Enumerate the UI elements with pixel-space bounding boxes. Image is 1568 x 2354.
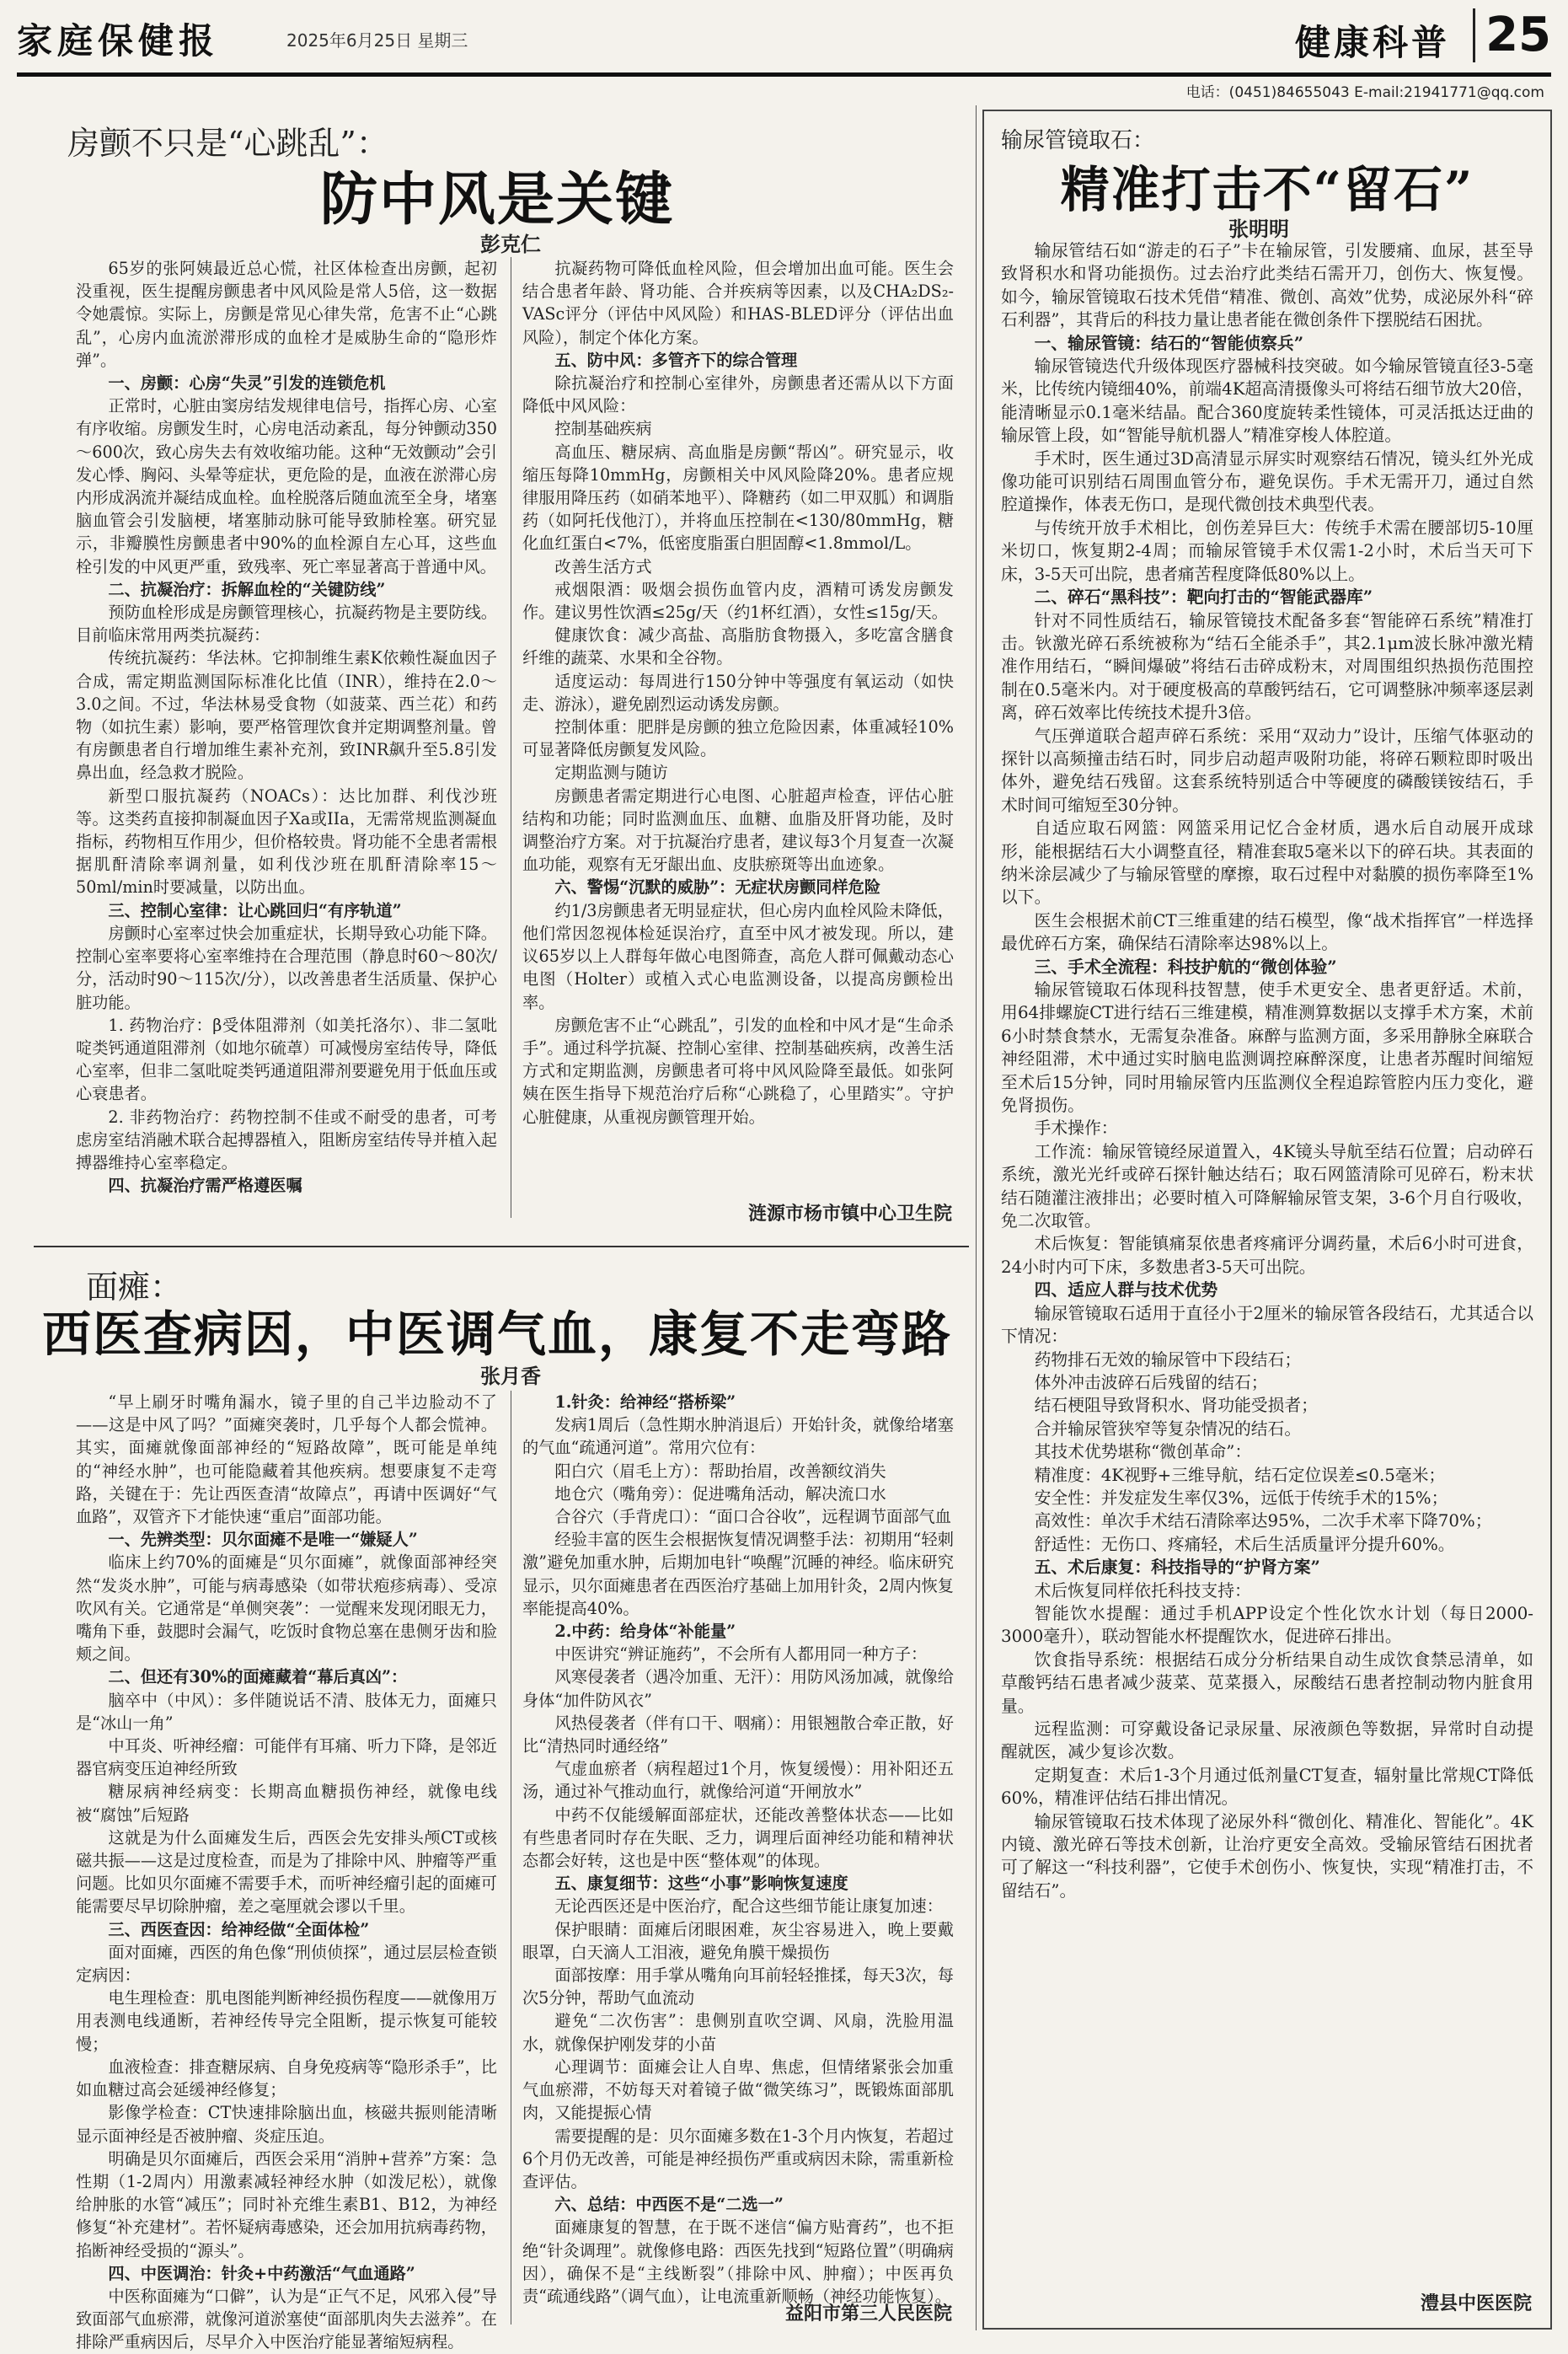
article2-org: 益阳市第三人民医院 <box>784 2303 952 2325</box>
paragraph: 戒烟限酒：吸烟会损伤血管内皮，酒精可诱发房颤发作。建议男性饮酒≤25g/天（约1杯红酒），女性≤15g/天。 <box>522 579 954 623</box>
paragraph: 风热侵袭者（伴有口干、咽痛）：用银翘散合牵正散，好比“清热同时通经络” <box>522 1713 954 1756</box>
article1-author: 彭克仁 <box>480 232 541 256</box>
paragraph: 血液检查：排查糖尿病、自身免疫病等“隐形杀手”，比如血糖过高会延缓神经修复； <box>76 2056 497 2100</box>
paragraph: 医生会根据术前CT三维重建的结石模型，像“战术指挥官”一样选择最优碎石方案，确保结石清除率达98%以上。 <box>1001 910 1533 954</box>
subheading: 一、先辨类型：贝尔面瘫不是唯一“嫌疑人” <box>108 1530 418 1550</box>
paragraph: 饮食指导系统：根据结石成分分析结果自动生成饮食禁忌清单，如草酸钙结石患者减少菠菜、苋菜摄入，尿酸结石患者控制动物内脏食用量。 <box>1001 1649 1533 1716</box>
paragraph: 新型口服抗凝药（NOACs）：达比加群、利伐沙班等。这类药直接抑制凝血因子Xa或IIa，无需常规监测凝血指标，药物相互作用少，但价格较贵。肾功能不全患者需根据肌酐清除率调剂量，如利伐沙班在肌酐清除率15～50ml/min时要减量，以防出血。 <box>76 786 497 898</box>
paragraph: 1. 药物治疗：β受体阻滞剂（如美托洛尔）、非二氢吡啶类钙通道阻滞剂（如地尔硫䓬）可减慢房室结传导，降低心室率，但非二氢吡啶类钙通道阻滞剂要避免用于低血压或心衰患者。 <box>76 1015 497 1104</box>
issue-date: 2025年6月25日 星期三 <box>286 30 468 51</box>
paragraph: 工作流：输尿管镜经尿道置入，4K镜头导航至结石位置；启动碎石系统，激光光纤或碎石探针触达结石；取石网篮清除可见碎石，粉末状结石随灌注液排出；必要时植入可降解输尿管支架，3-6个月自行吸收，免二次取管。 <box>1001 1141 1533 1231</box>
section-divider <box>34 1246 969 1247</box>
page-number: 25 <box>1473 8 1551 62</box>
paragraph: 约1/3房颤患者无明显症状，但心房内血栓风险未降低，他们常因忽视体检延误治疗，直至中风才被发现。所以，建议65岁以上人群每年做心电图筛查，高危人群可佩戴动态心电图（Holter）或植入式心电监测设备，以提高房颤检出率。 <box>522 900 954 1012</box>
paragraph: 中医讲究“辨证施药”，不会所有人都用同一种方子： <box>554 1644 928 1665</box>
paragraph: 地仓穴（嘴角旁）：促进嘴角活动，解决流口水 <box>554 1483 886 1504</box>
paragraph: 与传统开放手术相比，创伤差异巨大：传统手术需在腰部切5-10厘米切口，恢复期2-4周；而输尿管镜手术仅需1-2小时，术后当天可下床，3-5天可出院，患者痛苦程度降低80%以上。 <box>1001 517 1533 584</box>
subheading: 四、中医调治：针灸+中药激活“气血通路” <box>108 2263 415 2283</box>
subheading: 2.中药：给身体“补能量” <box>554 1622 736 1642</box>
subheading: 四、适应人群与技术优势 <box>1034 1279 1218 1300</box>
section-title: 健康科普 <box>1294 22 1450 63</box>
paragraph: 风寒侵袭者（遇冷加重、无汗）：用防风汤加减，就像给身体“加件防风衣” <box>522 1667 954 1710</box>
newspaper-name: 家庭保健报 <box>17 20 220 62</box>
paragraph: 明确是贝尔面瘫后，西医会采用“消肿+营养”方案：急性期（1-2周内）用激素减轻神经水肿（如泼尼松），就像给肿胀的水管“减压”；同时补充维生素B1、B12，为神经修复“补充建材”。若怀疑病毒感染，还会加用抗病毒药物，掐断神经受损的“源头”。 <box>76 2148 497 2260</box>
subheading: 六、总结：中西医不是“二选一” <box>554 2195 784 2215</box>
article1-kicker: 房颤不只是“心跳乱”： <box>67 125 388 162</box>
paragraph: 输尿管镜迭代升级体现医疗器械科技突破。如今输尿管镜直径3-5毫米，比传统内镜细40%，前端4K超高清摄像头可将结石细节放大20倍，能清晰显示0.1毫米结晶。配合360度旋转柔性镜体，可灵活抵达迂曲的输尿管上段，如“智能导航机器人”精准穿梭人体腔道。 <box>1001 357 1533 446</box>
subheading: 三、手术全流程：科技护航的“微创体验” <box>1034 956 1337 977</box>
subheading: 三、控制心室律：让心跳回归“有序轨道” <box>108 900 402 920</box>
subheading: 三、西医查因：给神经做“全面体检” <box>108 1919 370 1939</box>
paragraph: 手术操作： <box>1034 1118 1118 1139</box>
paragraph: “早上刷牙时嘴角漏水，镜子里的自己半边脸动不了——这是中风了吗？”面瘫突袭时，几乎每个人都会慌神。其实，面瘫就像面部神经的“短路故障”，既可能是单纯的“神经水肿”，也可能隐藏着其他疾病。想要康复不走弯路，关键在于：先让西医查清“故障点”，再请中医调好“气血路”，双管齐下才能快速“重启”面部功能。 <box>76 1392 497 1527</box>
article2-author: 张月香 <box>480 1364 541 1388</box>
paragraph: 房颤患者需定期进行心电图、心脏超声检查，评估心脏结构和功能；同时监测血压、血糖、血脂及肝肾功能，及时调整治疗方案。对于抗凝治疗患者，建议每3个月复查一次凝血功能，观察有无牙龈出血、皮肤瘀斑等出血迹象。 <box>522 786 954 875</box>
paragraph: 智能饮水提醒：通过手机APP设定个性化饮水计划（每日2000-3000毫升），联动智能水杯提醒饮水，促进碎石排出。 <box>1001 1603 1533 1647</box>
paragraph: 术后恢复：智能镇痛泵依患者疼痛评分调药量，术后6小时可进食，24小时内可下床，多数患者3-5天可出院。 <box>1001 1234 1533 1277</box>
paragraph: 高效性：单次手术结石清除率达95%，二次手术率下降70%； <box>1034 1511 1492 1531</box>
paragraph: 远程监测：可穿戴设备记录尿量、尿液颜色等数据，异常时自动提醒就医，减少复诊次数。 <box>1001 1719 1533 1762</box>
subheading: 二、抗凝治疗：拆解血栓的“关键防线” <box>108 579 386 599</box>
paragraph: 面部按摩：用手掌从嘴角向耳前轻轻推揉，每天3次，每次5分钟，帮助气血流动 <box>522 1965 954 2008</box>
paragraph: 气虚血瘀者（病程超过1个月，恢复缓慢）：用补阳还五汤，通过补气推动血行，就像给河道“开闸放水” <box>522 1759 954 1802</box>
paragraph: 中耳炎、听神经瘤：可能伴有耳痛、听力下降，是邻近器官病变压迫神经所致 <box>76 1736 497 1779</box>
article1-column-2 <box>522 257 954 1193</box>
paragraph: 其技术优势堪称“微创革命”： <box>1034 1442 1252 1462</box>
paragraph: 2. 非药物治疗：药物控制不佳或不耐受的患者，可考虑房室结消融术联合起搏器植入，阻断房室结传导并植入起搏器维持心室率稳定。 <box>76 1107 497 1172</box>
paragraph: 健康饮食：减少高盐、高脂肪食物摄入，多吃富含膳食纤维的蔬菜、水果和全谷物。 <box>522 625 954 668</box>
paragraph: 控制体重：肥胖是房颤的独立危险因素，体重减轻10%可显著降低房颤复发风险。 <box>522 717 954 760</box>
page-column-divider <box>976 105 977 2330</box>
subheading: 一、输尿管镜：结石的“智能侦察兵” <box>1034 332 1304 353</box>
paragraph: 合并输尿管狭窄等复杂情况的结石。 <box>1034 1418 1302 1439</box>
article-facial-palsy <box>25 1254 969 2352</box>
paragraph: 糖尿病神经病变：长期高血糖损伤神经，就像电线被“腐蚀”后短路 <box>76 1782 497 1825</box>
paragraph: 高血压、糖尿病、高血脂是房颤“帮凶”。研究显示，收缩压每降10mmHg，房颤相关中风风险降20%。患者应规律服用降压药（如硝苯地平）、降糖药（如二甲双胍）和调脂药（如阿托伐他汀），并将血压控制在<130/80mmHg，糖化血红蛋白<7%，低密度脂蛋白胆固醇<1.8mmol/L。 <box>522 442 954 554</box>
article3-kicker: 输尿管镜取石： <box>1001 128 1155 153</box>
article3-org: 澧县中医医院 <box>1420 2292 1532 2314</box>
article3-headline: 精准打击不“留石” <box>1060 161 1474 218</box>
article2-column-2 <box>522 1391 954 2306</box>
paragraph: 定期监测与随访 <box>554 763 668 783</box>
paragraph: 临床上约70%的面瘫是“贝尔面瘫”，就像面部神经突然“发炎水肿”，可能与病毒感染（如带状疱疹病毒）、受凉吹风有关。它通常是“单侧突袭”：一觉醒来发现闭眼无力，嘴角下垂，鼓腮时会漏气，吃饭时食物总塞在患侧牙齿和脸颊之间。 <box>76 1552 497 1665</box>
paragraph: 保护眼睛：面瘫后闭眼困难，灰尘容易进入，晚上要戴眼罩，白天滴人工泪液，避免角膜干燥损伤 <box>522 1919 954 1962</box>
subheading: 六、警惕“沉默的威胁”：无症状房颤同样危险 <box>554 877 881 898</box>
subheading: 五、康复细节：这些“小事”影响恢复速度 <box>554 1874 848 1894</box>
paragraph: 体外冲击波碎石后残留的结石； <box>1034 1372 1268 1392</box>
paragraph: 术后恢复同样依托科技支持： <box>1034 1580 1251 1601</box>
paragraph: 手术时，医生通过3D高清显示屏实时观察结石情况，镜头红外光成像功能可识别结石周围血管分布，避免误伤。手术无需开刀，通过自然腔道操作，体表无伤口，是现代微创技术典型代表。 <box>1001 448 1533 515</box>
paragraph: 合谷穴（手背虎口）：“面口合谷收”，远程调节面部气血 <box>554 1507 951 1527</box>
paragraph: 气压弹道联合超声碎石系统：采用“双动力”设计，压缩气体驱动的探针以高频撞击结石时，同步启动超声吸附功能，将碎石颗粒即时吸出体外，避免结石残留。这套系统特别适合中等硬度的磷酸镁铵结石，手术时间可缩短至30分钟。 <box>1001 726 1533 815</box>
paragraph: 针对不同性质结石，输尿管镜技术配备多套“智能碎石系统”精准打击。钬激光碎石系统被称为“结石全能杀手”，其2.1μm波长脉冲激光精准作用结石，“瞬间爆破”将结石击碎成粉末，对周围组织热损伤范围控制在0.5毫米内。对于硬度极高的草酸钙结石，它可调整脉冲频率逐层剥离，碎石效率比传统技术提升3倍。 <box>1001 610 1533 723</box>
paragraph: 面对面瘫，西医的角色像“刑侦侦探”，通过层层检查锁定病因： <box>76 1942 497 1986</box>
subheading: 四、抗凝治疗需严格遵医嘱 <box>108 1176 302 1196</box>
paragraph: 房颤危害不止“心跳乱”，引发的血栓和中风才是“生命杀手”。通过科学抗凝、控制心室律、控制基础疾病，改善生活方式和定期监测，房颤患者可将中风风险降至最低。如张阿姨在医生指导下规范治疗后称“心跳稳了，心里踏实”。守护心脏健康，从重视房颤管理开始。 <box>522 1015 954 1127</box>
paragraph: 心理调节：面瘫会让人自卑、焦虑，但情绪紧张会加重气血瘀滞，不妨每天对着镜子做“微笑练习”，既锻炼面部肌肉，又能提振心情 <box>522 2056 954 2123</box>
subheading: 五、防中风：多管齐下的综合管理 <box>554 350 798 370</box>
article2-headline: 西医查病因，中医调气血，康复不走弯路 <box>41 1306 952 1363</box>
subheading: 二、但还有30%的面瘫藏着“幕后真凶”： <box>108 1667 408 1687</box>
paragraph: 无论西医还是中医治疗，配合这些细节能让康复加速： <box>554 1896 943 1917</box>
article1-org: 涟源市杨市镇中心卫生院 <box>747 1203 952 1225</box>
paragraph: 安全性：并发症发生率仅3%，远低于传统手术的15%； <box>1034 1488 1448 1508</box>
paragraph: 这就是为什么面瘫发生后，西医会先安排头颅CT或核磁共振——这是过度检查，而是为了排除中风、肿瘤等严重问题。比如贝尔面瘫不需要手术，而听神经瘤引起的面瘫可能需要尽早切除肿瘤，差之毫厘就会谬以千里。 <box>76 1827 497 1917</box>
subheading: 1.针灸：给神经“搭桥梁” <box>554 1392 736 1412</box>
paragraph: 影像学检查：CT快速排除脑出血，核磁共振则能清晰显示面神经是否被肿瘤、炎症压迫。 <box>76 2103 497 2146</box>
subheading: 二、碎石“黑科技”：靶向打击的“智能武器库” <box>1034 587 1373 608</box>
paragraph: 除抗凝治疗和控制心室律外，房颤患者还需从以下方面降低中风风险： <box>522 373 954 416</box>
paragraph: 结石梗阻导致肾积水、肾功能受损者； <box>1034 1396 1318 1416</box>
paragraph: 改善生活方式 <box>554 556 652 576</box>
contact-info: 电话：(0451)84655043 E-mail:21941771@qq.com <box>1185 84 1544 101</box>
paragraph: 输尿管结石如“游走的石子”卡在输尿管，引发腰痛、血尿，甚至导致肾积水和肾功能损伤。过去治疗此类结石需开刀，创伤大、恢复慢。如今，输尿管镜取石技术凭借“精准、微创、高效”优势，成泌尿外科“碎石利器”，其背后的科技力量让患者能在微创条件下摆脱结石困扰。 <box>1001 241 1533 330</box>
paragraph: 输尿管镜取石体现科技智慧，使手术更安全、患者更舒适。术前，用64排螺旋CT进行结石三维建模，精准测算数据以支撑手术方案，术前6小时禁食禁水，无需复杂准备。麻醉与监测方面，多采用静脉全麻联合神经阻滞，术中通过实时脑电监测调控麻醉深度，让患者苏醒时间缩短至术后15分钟，同时用输尿管内压监测仪全程追踪管腔内压力变化，避免肾损伤。 <box>1001 980 1533 1116</box>
article3-column <box>1001 239 1533 2279</box>
article1-column-1 <box>76 257 497 1218</box>
paragraph: 电生理检查：肌电图能判断神经损伤程度——就像用万用表测电线通断，若神经传导完全阻断，提示恢复可能较慢； <box>76 1988 497 2054</box>
paragraph: 传统抗凝药：华法林。它抑制维生素K依赖性凝血因子合成，需定期监测国际标准化比值（INR），维持在2.0～3.0之间。不过，华法林易受食物（如菠菜、西兰花）和药物（如抗生素）影响，要严格管理饮食并定期调整剂量。曾有房颤患者自行增加维生素补充剂，致INR飙升至5.8引发鼻出血，经急救才脱险。 <box>76 648 497 783</box>
paragraph: 避免“二次伤害”：患侧别直吹空调、风扇，洗脸用温水，就像保护刚发芽的小苗 <box>522 2011 954 2054</box>
article-afib <box>25 105 969 1239</box>
paragraph: 经验丰富的医生会根据恢复情况调整手法：初期用“轻刺激”避免加重水肿，后期加电针“唤醒”沉睡的神经。临床研究显示，贝尔面瘫患者在西医治疗基础上加用针灸，2周内恢复率能提高40%。 <box>522 1530 954 1618</box>
paragraph: 中药不仅能缓解面部症状，还能改善整体状态——比如有些患者同时存在失眠、乏力，调理后面神经功能和精神状态都会好转，这也是中医“整体观”的体现。 <box>522 1804 954 1871</box>
paragraph: 需要提醒的是：贝尔面瘫多数在1-3个月内恢复，若超过6个月仍无改善，可能是神经损伤严重或病因未除，需重新检查评估。 <box>522 2126 954 2191</box>
article1-headline: 防中风是关键 <box>319 166 674 233</box>
article2-column-1 <box>76 1391 497 2352</box>
subheading: 一、房颤：心房“失灵”引发的连锁危机 <box>108 373 386 394</box>
article-ureteroscopy <box>982 110 1552 2330</box>
paragraph: 正常时，心脏由窦房结发规律电信号，指挥心房、心室有序收缩。房颤发生时，心房电活动紊乱，每分钟颤动350～600次，致心房失去有效收缩功能。这种“无效颤动”会引发心悸、胸闷、头晕等症状，更危险的是，血液在淤滞心房内形成涡流并凝结成血栓。血栓脱落后随血流至全身，堵塞脑血管会引发脑梗，堵塞肺动脉可能导致肺栓塞。研究显示，非瓣膜性房颤患者中90%的血栓源自左心耳，这些血栓引发的中风更严重，致残率、死亡率显著高于普通中风。 <box>76 396 497 576</box>
paragraph: 脑卒中（中风）：多伴随说话不清、肢体无力，面瘫只是“冰山一角” <box>76 1690 497 1733</box>
paragraph: 抗凝药物可降低血栓风险，但会增加出血可能。医生会结合患者年龄、肾功能、合并疾病等因素，以及CHA₂DS₂-VASc评分（评估中风风险）和HAS-BLED评分（评估出血风险），制定个体化方案。 <box>522 259 954 347</box>
paragraph: 定期复查：术后1-3个月通过低剂量CT复查，辐射量比常规CT降低60%，精准评估结石排出情况。 <box>1001 1765 1533 1809</box>
paragraph: 舒适性：无伤口、疼痛轻，术后生活质量评分提升60%。 <box>1034 1534 1455 1554</box>
paragraph: 自适应取石网篮：网篮采用记忆合金材质，遇水后自动展开成球形，能根据结石大小调整直径，精准套取5毫米以下的碎石块。其表面的纳米涂层减少了与输尿管壁的摩擦，取石过程中对黏膜的损伤率降至1%以下。 <box>1001 818 1533 908</box>
paragraph: 预防血栓形成是房颤管理核心，抗凝药物是主要防线。目前临床常用两类抗凝药： <box>76 603 497 646</box>
paragraph: 输尿管镜取石技术体现了泌尿外科“微创化、精准化、智能化”。4K内镜、激光碎石等技术创新，让治疗更安全高效。受输尿管结石困扰者可了解这一“科技利器”，它使手术创伤小、恢复快，实现“精准打击，不留结石”。 <box>1001 1811 1533 1901</box>
paragraph: 适度运动：每周进行150分钟中等强度有氧运动（如快走、游泳），避免剧烈运动诱发房颤。 <box>522 671 954 714</box>
paragraph: 控制基础疾病 <box>554 419 652 439</box>
subheading: 五、术后康复：科技指导的“护肾方案” <box>1034 1557 1320 1578</box>
article3-author: 张明明 <box>1228 217 1289 241</box>
masthead-rule <box>17 72 1551 77</box>
paragraph: 房颤时心室率过快会加重症状，长期导致心功能下降。控制心室率要将心室率维持在合理范围（静息时60～80次/分，活动时90～115次/分），以改善患者生活质量、保护心脏功能。 <box>76 923 497 1012</box>
masthead <box>17 8 1551 69</box>
paragraph: 中医称面瘫为“口僻”，认为是“正气不足，风邪入侵”导致面部气血瘀滞，就像河道淤塞使“面部肌肉失去滋养”。在排除严重病因后，尽早介入中医治疗能显著缩短病程。 <box>76 2286 497 2352</box>
paragraph: 65岁的张阿姨最近总心慌，社区体检查出房颤，起初没重视，医生提醒房颤患者中风风险是常人5倍，这一数据令她震惊。实际上，房颤是常见心律失常，危害不止“心跳乱”，心房内血流淤滞形成的血栓才是威胁生命的“隐形炸弹”。 <box>76 259 497 370</box>
paragraph: 面瘫康复的智慧，在于既不迷信“偏方贴膏药”，也不拒绝“针灸调理”。就像修电路：西医先找到“短路位置”（明确病因），确保不是“主线断裂”（排除中风、肿瘤）；中医再负责“疏通线路”（调气血），让电流重新顺畅（神经功能恢复）。 <box>522 2217 954 2306</box>
article2-kicker: 面瘫： <box>86 1268 183 1306</box>
paragraph: 药物排石无效的输尿管中下段结石； <box>1034 1349 1302 1370</box>
paragraph: 输尿管镜取石适用于直径小于2厘米的输尿管各段结石，尤其适合以下情况： <box>1001 1303 1533 1347</box>
paragraph: 精准度：4K视野+三维导航，结石定位误差≤0.5毫米； <box>1034 1465 1446 1485</box>
paragraph: 阳白穴（眉毛上方）：帮助抬眉，改善额纹消失 <box>554 1461 886 1481</box>
paragraph: 发病1周后（急性期水肿消退后）开始针灸，就像给堵塞的气血“疏通河道”。常用穴位有： <box>522 1415 954 1458</box>
